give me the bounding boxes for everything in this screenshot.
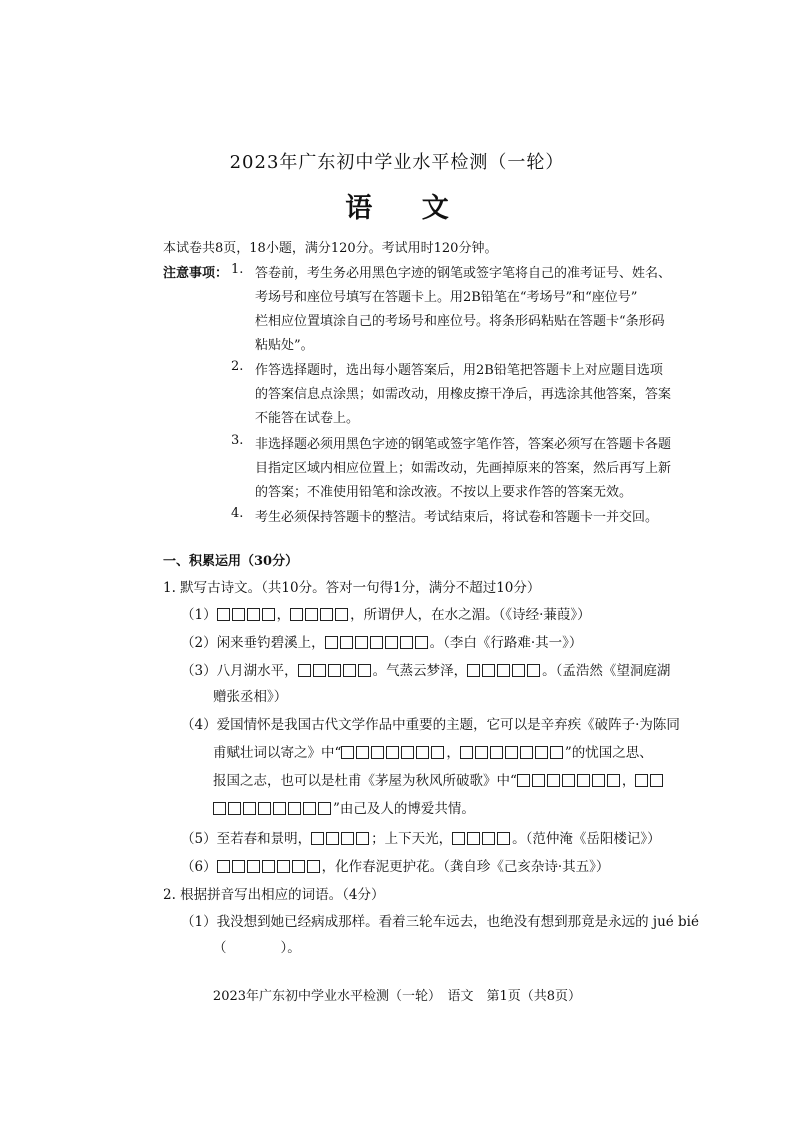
sub-text: 。（李白《行路难·其一》）	[429, 635, 583, 651]
question-1-sub-3	[181, 659, 670, 679]
answer-blank[interactable]	[460, 745, 565, 761]
sub-number: （5）	[181, 831, 217, 847]
sub-text: 报国之志，也可以是杜甫《茅屋为秋风所破歌》中“	[213, 773, 517, 789]
page-footer: 2023年广东初中学业水平检测（一轮） 语文 第1页（共8页）	[212, 989, 582, 1004]
question-1-sub-4-line3	[213, 769, 665, 789]
notice-line: 不能答在试卷上。	[255, 411, 360, 426]
answer-blank[interactable]	[217, 859, 322, 875]
notice-line: 目指定区域内相应位置上；如需改动，先画掉原来的答案，然后再写上新	[255, 461, 672, 476]
answer-blank[interactable]	[290, 607, 350, 623]
sub-number: （4）	[181, 717, 217, 733]
question-1-sub-5	[181, 827, 661, 847]
exam-intro: 本试卷共8页，18小题，满分120分。考试用时120分钟。	[163, 241, 498, 256]
sub-text: 八月湖水平，	[216, 663, 298, 679]
notice-line: 答卷前，考生务必用黑色字迹的钢笔或签字笔将自己的准考证号、姓名、	[255, 266, 672, 281]
answer-blank[interactable]	[635, 773, 665, 789]
sub-number: （1）	[181, 914, 217, 930]
answer-blank[interactable]	[325, 635, 430, 651]
notice-line: 栏相应位置填涂自己的考场号和座位号。将条形码粘贴在答题卡“条形码	[255, 314, 665, 329]
notice-item-number: 4.	[231, 506, 244, 521]
notice-item-number: 1.	[231, 262, 244, 277]
sub-text: 。（范仲淹《岳阳楼记》）	[512, 831, 661, 847]
answer-blank[interactable]	[217, 607, 277, 623]
sub-text: 爱国情怀是我国古代文学作品中重要的主题，它可以是辛弃疾《破阵子·为陈同	[216, 717, 680, 733]
sub-text: 。气蒸云梦泽，	[372, 663, 468, 679]
subject-title: 语 文	[345, 193, 469, 224]
question-1-sub-6	[181, 855, 609, 875]
notice-item-number: 3.	[231, 433, 244, 448]
sub-text: ，	[446, 745, 460, 761]
notice-line: 粘贴处”。	[255, 338, 314, 353]
answer-blank[interactable]: （ ）。	[213, 940, 301, 956]
section-title: 一、积累运用（30分）	[163, 554, 299, 569]
sub-number: （6）	[181, 859, 217, 875]
notice-line: 作答选择题时，选出每小题答案后，用2B铅笔把答题卡上对应题目选项	[255, 363, 663, 378]
sub-text: 闲来垂钓碧溪上，	[216, 635, 325, 651]
sub-text: ”由己及人的博爱共情。	[333, 801, 475, 817]
notice-line: 的答案信息点涂黑；如需改动，用橡皮擦干净后，再选涂其他答案，答案	[255, 387, 672, 402]
answer-blank[interactable]	[452, 831, 512, 847]
answer-blank[interactable]	[517, 773, 622, 789]
question-1-sub-3-cont: 赠张丞相》）	[213, 689, 288, 705]
sub-text: 甫赋壮词以寄之》中“	[213, 745, 342, 761]
notice-line: 考场号和座位号填写在答题卡上。用2B铅笔在“考场号”和“座位号”	[255, 290, 638, 305]
sub-number: （2）	[181, 635, 217, 651]
notice-line: 考生必须保持答题卡的整洁。考试结束后，将试卷和答题卡一并交回。	[255, 510, 659, 525]
sub-text: 。（孟浩然《望洞庭湖	[542, 663, 671, 679]
question-1-sub-2	[181, 631, 582, 651]
sub-text: ”的忧国之思、	[564, 745, 653, 761]
question-2-stem: 2. 根据拼音写出相应的词语。（4分）	[163, 887, 385, 903]
question-2-sub-1	[181, 910, 699, 930]
notice-label: 注意事项：	[163, 266, 229, 281]
question-1-sub-4-line2	[213, 741, 653, 761]
answer-blank[interactable]	[213, 801, 333, 817]
sub-text: ；上下天光，	[371, 831, 453, 847]
sub-number: （1）	[181, 607, 217, 623]
exam-title: 2023年广东初中学业水平检测（一轮）	[229, 152, 565, 173]
question-1-sub-4	[181, 713, 680, 733]
question-1-sub-1	[181, 603, 591, 623]
sub-text: ，	[621, 773, 636, 789]
answer-blank[interactable]	[311, 831, 371, 847]
question-1-stem: 1. 默写古诗文。（共10分。答对一句得1分，满分不超过10分）	[163, 580, 541, 596]
notice-line: 的答案；不准使用铅笔和涂改液。不按以上要求作答的答案无效。	[255, 485, 633, 500]
sub-number: （3）	[181, 663, 217, 679]
answer-blank[interactable]	[467, 663, 542, 679]
notice-line: 非选择题必须用黑色字迹的钢笔或签字笔作答，答案必须写在答题卡各题	[255, 437, 672, 452]
answer-blank[interactable]	[298, 663, 373, 679]
question-1-sub-4-line4	[213, 797, 475, 817]
sub-text: 我没想到她已经病成那样。看着三轮车远去，也绝没有想到那竟是永远的 jué bié	[216, 914, 699, 930]
answer-blank[interactable]	[341, 745, 446, 761]
sub-text: ，所谓伊人，在水之湄。（《诗经·蒹葭》）	[350, 607, 591, 623]
notice-item-number: 2.	[231, 359, 244, 374]
sub-text: ，化作春泥更护花。（龚自珍《己亥杂诗·其五》）	[321, 859, 610, 875]
sub-text: 至若春和景明，	[216, 831, 312, 847]
sub-text: ，	[276, 607, 291, 623]
